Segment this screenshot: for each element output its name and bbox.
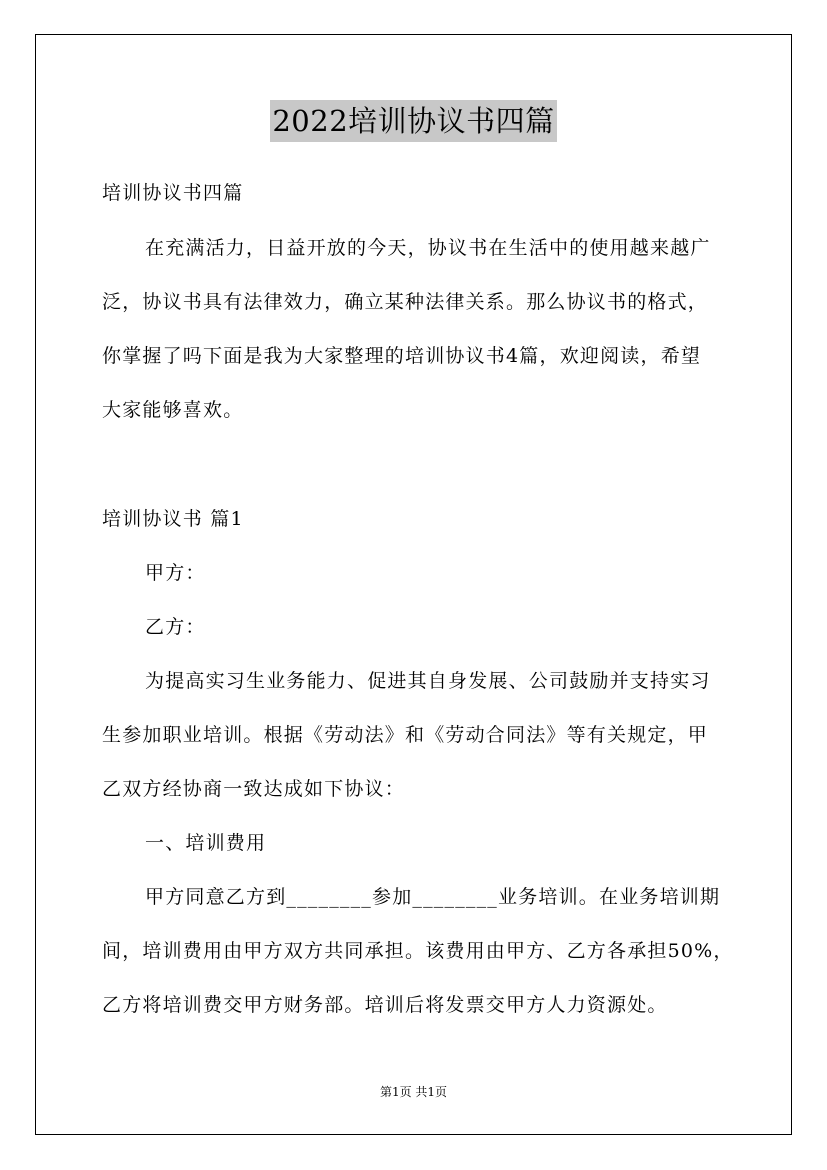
paragraph-line: 你掌握了吗下面是我为大家整理的培训协议书4篇，欢迎阅读，希望 <box>102 345 702 367</box>
paragraph-line: 生参加职业培训。根据《劳动法》和《劳动合同法》等有关规定，甲 <box>102 724 709 746</box>
paragraph-line: 乙双方经协商一致达成如下协议： <box>102 778 406 800</box>
section-heading: 培训协议书 篇1 <box>102 508 244 530</box>
page-footer: 第1页 共1页 <box>379 1085 448 1099</box>
paragraph-line: 为提高实习生业务能力、促进其自身发展、公司鼓励并支持实习 <box>145 670 711 692</box>
paragraph-line: 泛，协议书具有法律效力，确立某种法律关系。那么协议书的格式， <box>102 291 709 313</box>
paragraph-line: 乙方将培训费交甲方财务部。培训后将发票交甲方人力资源处。 <box>102 994 668 1016</box>
title-container <box>0 100 827 142</box>
clause-heading: 一、培训费用 <box>145 832 267 854</box>
paragraph-line: 间，培训费用由甲方双方共同承担。该费用由甲方、乙方各承担50%， <box>102 940 734 962</box>
intro-heading: 培训协议书四篇 <box>102 182 244 204</box>
paragraph-line: 大家能够喜欢。 <box>102 399 244 421</box>
party-b-label: 乙方： <box>145 616 206 638</box>
paragraph-line: 在充满活力，日益开放的今天，协议书在生活中的使用越来越广 <box>145 237 711 259</box>
party-a-label: 甲方： <box>145 562 206 584</box>
paragraph-line: 甲方同意乙方到________参加________业务培训。在业务培训期 <box>145 886 721 908</box>
document-title: 2022培训协议书四篇 <box>270 100 556 142</box>
